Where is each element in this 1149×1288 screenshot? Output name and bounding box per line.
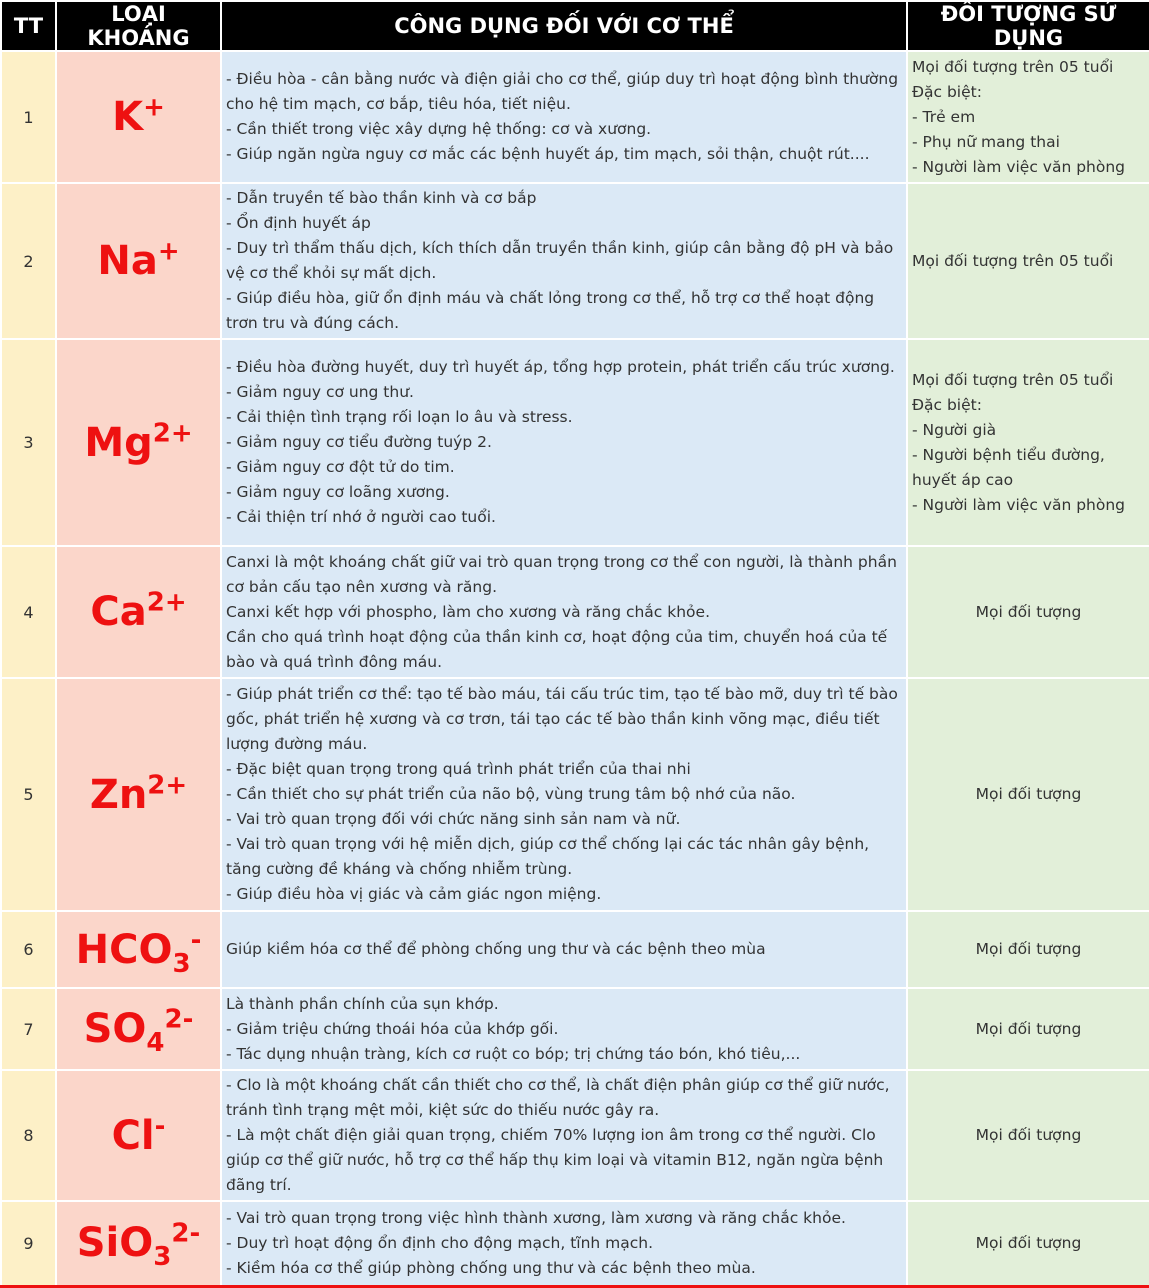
mineral-symbol	[56, 339, 221, 546]
usage-description	[221, 911, 907, 988]
usage-line: Cần cho quá trình hoạt động của thần kinh cơ, hoạt động của tim, chuyển hoá của tế bào và quá trình đông máu.	[226, 627, 888, 671]
usage-line: - Vai trò quan trọng với hệ miễn dịch, giúp cơ thể chống lại các tác nhân gây bệnh, tăng cường đề kháng và chống nhiễm trùng.	[226, 835, 870, 878]
mineral-symbol	[56, 911, 221, 988]
mineral-symbol-charge: +	[157, 236, 180, 267]
table-row	[1, 678, 1149, 911]
usage-line: - Clo là một khoáng chất cần thiết cho cơ thể, là chất điện phân giúp cơ thể giữ nước, tránh tình trạng mệt mỏi, kiệt sức do thiếu nước gây ra.	[226, 1076, 890, 1119]
mineral-symbol	[56, 546, 221, 678]
target-users	[907, 51, 1149, 183]
mineral-symbol-base: Na	[97, 238, 158, 284]
target-line: Mọi đối tượng	[975, 940, 1082, 958]
target-line: Đặc biệt:	[912, 82, 982, 101]
usage-description	[221, 183, 907, 339]
target-users	[907, 546, 1149, 678]
usage-description	[221, 1201, 907, 1286]
target-line: Mọi đối tượng	[975, 785, 1082, 803]
target-line: Mọi đối tượng trên 05 tuổi	[912, 251, 1114, 270]
target-users	[907, 988, 1149, 1070]
usage-line: - Kiềm hóa cơ thể giúp phòng chống ung thư và các bệnh theo mùa.	[226, 1258, 756, 1277]
usage-description	[221, 678, 907, 911]
table-row	[1, 1201, 1149, 1286]
usage-line: - Giúp ngăn ngừa nguy cơ mắc các bệnh huyết áp, tim mạch, sỏi thận, chuột rút....	[226, 145, 870, 163]
usage-line: Giúp kiềm hóa cơ thể để phòng chống ung thư và các bệnh theo mùa	[226, 940, 766, 958]
target-line: - Người làm việc văn phòng	[912, 157, 1126, 176]
row-number: 9	[1, 1201, 56, 1286]
row-number: 8	[1, 1070, 56, 1201]
target-users	[907, 911, 1149, 988]
usage-line: - Cần thiết cho sự phát triển của não bộ, vùng trung tâm bộ nhớ của não.	[226, 785, 796, 803]
mineral-symbol-base: Zn	[89, 771, 148, 818]
row-number: 1	[1, 51, 56, 183]
usage-line: - Đặc biệt quan trọng trong quá trình phát triển của thai nhi	[226, 760, 691, 778]
usage-description	[221, 988, 907, 1070]
table-body	[1, 51, 1149, 1286]
mineral-symbol-subscript: 3	[153, 1242, 172, 1273]
usage-line: Canxi kết hợp với phospho, làm cho xương và răng chắc khỏe.	[226, 602, 711, 621]
mineral-symbol-base: HCO	[75, 926, 173, 973]
mineral-symbol-charge: -	[154, 1111, 166, 1142]
mineral-symbol-charge: 2+	[147, 770, 188, 801]
target-users	[907, 1070, 1149, 1201]
row-number: 6	[1, 911, 56, 988]
target-line: Mọi đối tượng trên 05 tuổi	[912, 57, 1114, 76]
mineral-symbol-base: SiO	[76, 1220, 154, 1267]
usage-line: - Giảm triệu chứng thoái hóa của khớp gối.	[226, 1019, 559, 1038]
mineral-symbol-subscript: 3	[172, 948, 191, 979]
mineral-symbol-charge: 2+	[152, 418, 193, 449]
target-line: Mọi đối tượng	[975, 1233, 1082, 1252]
mineral-symbol	[56, 678, 221, 911]
usage-line: - Giúp phát triển cơ thể: tạo tế bào máu, tái cấu trúc tim, tạo tế bào mỡ, duy trì tế bào gốc, phát triển hệ xương và cơ trơn, tái tạo các tế bào thần kinh võng mạc, điều tiết lượng đường máu.	[226, 685, 898, 753]
mineral-symbol	[56, 988, 221, 1070]
row-number: 4	[1, 546, 56, 678]
mineral-symbol-base: Cl	[111, 1112, 155, 1159]
usage-line: - Điều hòa đường huyết, duy trì huyết áp, tổng hợp protein, phát triển cấu trúc xương.	[226, 358, 895, 376]
usage-description	[221, 546, 907, 678]
target-line: - Phụ nữ mang thai	[912, 132, 1060, 151]
usage-line: - Cải thiện trí nhớ ở người cao tuổi.	[226, 508, 496, 526]
header-row	[1, 1, 1149, 51]
target-line: - Người làm việc văn phòng	[912, 495, 1126, 514]
usage-description	[221, 339, 907, 546]
usage-line: Là thành phần chính của sụn khớp.	[226, 994, 499, 1013]
usage-line: - Điều hòa - cân bằng nước và điện giải cho cơ thể, giúp duy trì hoạt động bình thường cho hệ tim mạch, cơ bắp, tiêu hóa, tiết niệu.	[226, 70, 899, 113]
row-number: 5	[1, 678, 56, 911]
usage-line: - Dẫn truyền tế bào thần kinh và cơ bắp	[226, 189, 537, 207]
mineral-symbol-base: SO	[83, 1006, 147, 1052]
usage-line: - Duy trì thẩm thấu dịch, kích thích dẫn truyền thần kinh, giúp cân bằng độ pH và bảo vệ cơ thể khỏi sự mất dịch.	[226, 239, 894, 282]
mineral-symbol	[56, 1201, 221, 1286]
usage-line: - Giảm nguy cơ loãng xương.	[226, 483, 450, 501]
mineral-symbol-charge: 2-	[164, 1004, 194, 1035]
header-tt: TT	[1, 1, 56, 51]
mineral-symbol	[56, 51, 221, 183]
table-row	[1, 911, 1149, 988]
mineral-symbol-charge: +	[143, 92, 165, 123]
usage-line: - Vai trò quan trọng đối với chức năng sinh sản nam và nữ.	[226, 810, 681, 828]
usage-line: - Tác dụng nhuận tràng, kích cơ ruột co bóp; trị chứng táo bón, khó tiêu,...	[226, 1044, 801, 1063]
header-usage: CÔNG DỤNG ĐỐI VỚI CƠ THỂ	[221, 1, 907, 51]
mineral-symbol	[56, 183, 221, 339]
table-row	[1, 183, 1149, 339]
target-line: Mọi đối tượng trên 05 tuổi	[912, 370, 1114, 389]
row-number: 2	[1, 183, 56, 339]
usage-line: - Là một chất điện giải quan trọng, chiếm 70% lượng ion âm trong cơ thể người. Clo giúp cơ thể giữ nước, hỗ trợ cơ thể hấp thụ kim loại và vitamin B12, ngăn ngừa bệnh đãng trí.	[226, 1126, 884, 1194]
row-number: 7	[1, 988, 56, 1070]
table-row	[1, 339, 1149, 546]
mineral-symbol-charge: 2+	[146, 587, 187, 618]
target-users	[907, 339, 1149, 546]
target-users	[907, 1201, 1149, 1286]
target-line: Mọi đối tượng	[975, 1126, 1082, 1144]
mineral-symbol	[56, 1070, 221, 1201]
usage-line: - Vai trò quan trọng trong việc hình thành xương, làm xương và răng chắc khỏe.	[226, 1208, 846, 1227]
target-users	[907, 678, 1149, 911]
table-row	[1, 51, 1149, 183]
table-row	[1, 1070, 1149, 1201]
target-users	[907, 183, 1149, 339]
target-line: Đặc biệt:	[912, 395, 982, 414]
target-line: Mọi đối tượng	[975, 1019, 1082, 1038]
usage-line: - Cần thiết trong việc xây dựng hệ thống: cơ và xương.	[226, 120, 652, 138]
target-line: Mọi đối tượng	[975, 602, 1082, 621]
usage-line: - Giảm nguy cơ tiểu đường tuýp 2.	[226, 433, 492, 451]
header-target: ĐỐI TƯỢNG SỬ DỤNG	[907, 1, 1149, 51]
usage-line: - Giúp điều hòa, giữ ổn định máu và chất lỏng trong cơ thể, hỗ trợ cơ thể hoạt động trơn tru và đúng cách.	[226, 289, 875, 332]
mineral-symbol-base: Ca	[90, 589, 147, 635]
usage-line: - Giảm nguy cơ đột tử do tim.	[226, 458, 455, 476]
mineral-symbol-base: Mg	[84, 419, 153, 466]
usage-line: - Duy trì hoạt động ổn định cho động mạch, tĩnh mạch.	[226, 1233, 654, 1252]
usage-line: - Giúp điều hòa vị giác và cảm giác ngon miệng.	[226, 885, 602, 903]
usage-line: - Cải thiện tình trạng rối loạn lo âu và stress.	[226, 408, 573, 426]
target-line: - Người già	[912, 420, 997, 439]
usage-line: Canxi là một khoáng chất giữ vai trò quan trọng trong cơ thể con người, là thành phần cơ bản cấu tạo nên xương và răng.	[226, 552, 897, 596]
target-line: - Người bệnh tiểu đường, huyết áp cao	[912, 445, 1105, 489]
mineral-symbol-base: K	[112, 94, 144, 140]
header-mineral: LOẠI KHOÁNG	[56, 1, 221, 51]
mineral-symbol-charge: 2-	[171, 1218, 201, 1249]
target-line: - Trẻ em	[912, 107, 976, 126]
usage-line: - Ổn định huyết áp	[226, 214, 371, 232]
usage-description	[221, 1070, 907, 1201]
usage-description	[221, 51, 907, 183]
table-row	[1, 546, 1149, 678]
table-row	[1, 988, 1149, 1070]
mineral-symbol-subscript: 4	[146, 1028, 165, 1058]
mineral-symbol-charge: -	[190, 925, 202, 956]
usage-line: - Giảm nguy cơ ung thư.	[226, 383, 414, 401]
row-number: 3	[1, 339, 56, 546]
